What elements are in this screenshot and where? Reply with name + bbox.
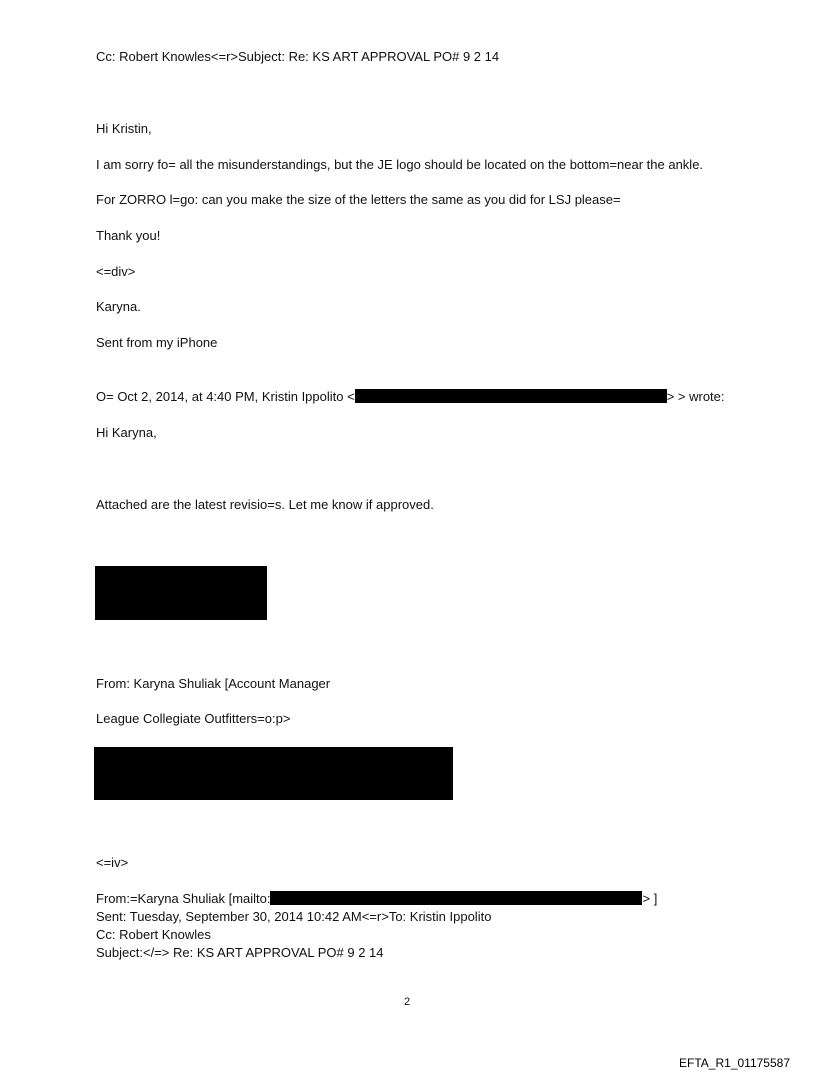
iv-tag-line: <=iv>	[96, 855, 129, 870]
quoted-body: Attached are the latest revisio=s. Let me know if approved.	[96, 497, 434, 512]
header-from-suffix: > ]	[642, 891, 658, 906]
body-paragraph-1: I am sorry fo= all the misunderstandings, but the JE logo should be located on the bottom=near the ankle.	[96, 157, 704, 172]
header-from-prefix: From:=Karyna Shuliak [mailto:	[96, 891, 271, 906]
div-tag-line: <=div>	[96, 264, 136, 279]
sent-from-line: Sent from my iPhone	[96, 335, 218, 350]
quote-header-suffix: > > wrote:	[666, 389, 725, 404]
redaction-bar	[355, 389, 667, 403]
redaction-block	[95, 566, 267, 620]
quoted-greeting: Hi Karyna,	[96, 425, 157, 440]
thanks-line: Thank you!	[96, 228, 161, 243]
from-line: From: Karyna Shuliak [Account Manager	[96, 676, 331, 691]
header-subject-line: Subject:</=> Re: KS ART APPROVAL PO# 9 2 14	[96, 945, 384, 960]
greeting: Hi Kristin,	[96, 121, 152, 136]
header-from-line	[96, 891, 657, 907]
org-line: League Collegiate Outfitters=o:p>	[96, 711, 291, 726]
quote-header-prefix: O= Oct 2, 2014, at 4:40 PM, Kristin Ippolito <	[96, 389, 355, 404]
header-cc-line: Cc: Robert Knowles	[96, 927, 211, 942]
signature: Karyna.	[96, 299, 141, 314]
header-sent-line: Sent: Tuesday, September 30, 2014 10:42 AM<=r>To: Kristin Ippolito	[96, 909, 492, 924]
redaction-bar	[270, 891, 642, 905]
redaction-block	[94, 747, 453, 800]
page-number: 2	[404, 996, 411, 1008]
quote-header	[96, 389, 725, 405]
cc-subject-line: Cc: Robert Knowles<=r>Subject: Re: KS ART APPROVAL PO# 9 2 14	[96, 49, 500, 64]
document-id: EFTA_R1_01175587	[679, 1056, 790, 1070]
body-paragraph-2: For ZORRO l=go: can you make the size of the letters the same as you did for LSJ please=	[96, 192, 621, 207]
